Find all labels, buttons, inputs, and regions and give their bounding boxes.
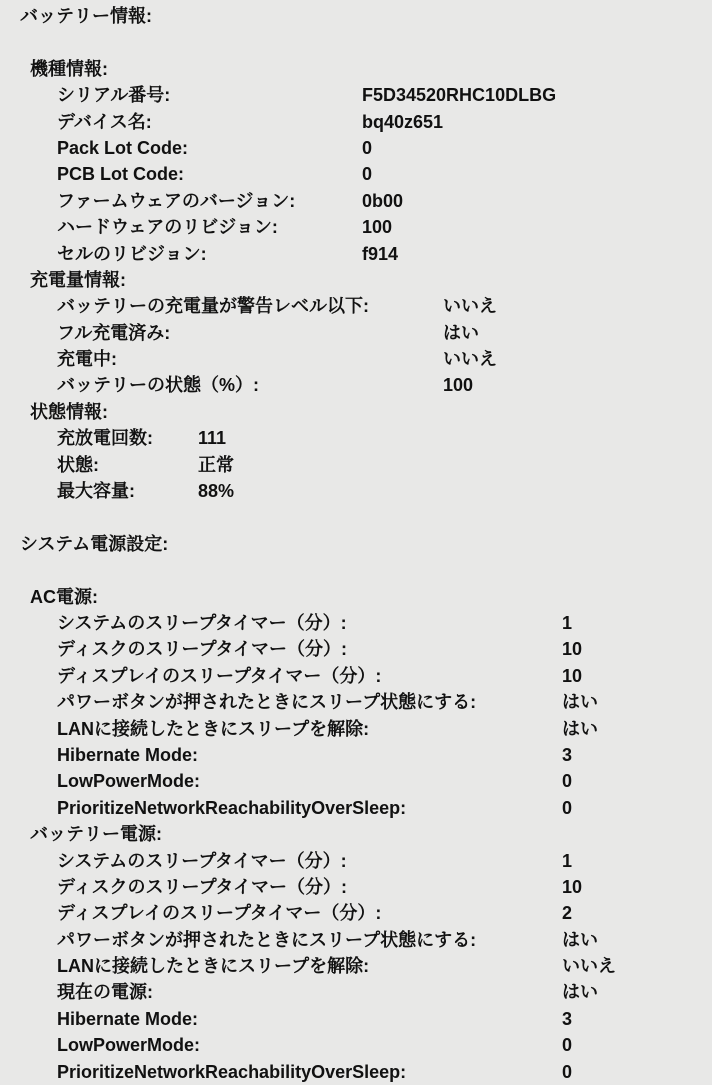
row-value: 88% <box>198 481 235 502</box>
row-label: LANに接続したときにスリープを解除: <box>57 718 370 739</box>
batt-system-sleep-timer-row <box>0 848 712 874</box>
row-value: 10 <box>562 665 583 686</box>
batt-hibernate-mode-row <box>0 1006 712 1032</box>
row-value: はい <box>562 982 598 1003</box>
row-value: 0 <box>562 1061 573 1082</box>
hardware-revision-row <box>0 214 712 240</box>
row-label: 充電中: <box>57 349 117 370</box>
fully-charged-row <box>0 320 712 346</box>
battery-info-title: バッテリー情報: <box>20 6 152 26</box>
state-of-charge-row <box>0 372 712 398</box>
firmware-version-row <box>0 188 712 214</box>
serial-number-row <box>0 82 712 108</box>
row-label: システムのスリープタイマー（分）: <box>57 850 347 871</box>
row-label: PrioritizeNetworkReachabilityOverSleep: <box>57 1061 407 1082</box>
charge-info-heading: 充電量情報: <box>30 269 126 290</box>
row-label: ディスクのスリープタイマー（分）: <box>57 639 348 660</box>
row-value: はい <box>562 692 598 713</box>
ac-disk-sleep-timer-row <box>0 636 712 662</box>
pcb-lot-code-row <box>0 161 712 187</box>
row-value: 1 <box>562 850 573 871</box>
condition-row <box>0 452 712 478</box>
row-value: F5D34520RHC10DLBG <box>362 85 557 106</box>
batt-disk-sleep-timer-row <box>0 874 712 900</box>
row-value: いいえ <box>562 956 616 977</box>
row-label: セルのリビジョン: <box>57 243 207 264</box>
row-value: 10 <box>562 876 583 897</box>
batt-wake-on-lan-row <box>0 953 712 979</box>
ac-prioritize-network-row <box>0 795 712 821</box>
row-label: ディスクのスリープタイマー（分）: <box>57 876 348 897</box>
row-value: 111 <box>198 428 227 449</box>
row-label: ディスプレイのスリープタイマー（分）: <box>57 665 382 686</box>
row-value: はい <box>562 929 598 950</box>
ac-system-sleep-timer-row <box>0 610 712 636</box>
ac-power-heading: AC電源: <box>30 586 98 607</box>
ac-hibernate-mode-row <box>0 742 712 768</box>
row-value: 100 <box>443 375 474 396</box>
model-info-heading: 機種情報: <box>30 58 108 79</box>
row-label: システムのスリープタイマー（分）: <box>57 612 347 633</box>
batt-prioritize-network-row <box>0 1059 712 1085</box>
row-label: LowPowerMode: <box>57 1035 200 1056</box>
blank-line <box>0 557 712 583</box>
ac-low-power-mode-row <box>0 768 712 794</box>
row-value: 100 <box>362 217 393 238</box>
row-label: Hibernate Mode: <box>57 1008 199 1029</box>
row-label: LANに接続したときにスリープを解除: <box>57 956 370 977</box>
ac-wake-on-lan-row <box>0 716 712 742</box>
row-value: 0 <box>362 137 373 158</box>
row-label: バッテリーの充電量が警告レベル以下: <box>57 296 369 317</box>
row-value: 0 <box>362 164 373 185</box>
row-label: 状態: <box>57 454 99 475</box>
charging-row <box>0 346 712 372</box>
row-value: 3 <box>562 1008 573 1029</box>
batt-current-power-source-row <box>0 979 712 1005</box>
row-label: Hibernate Mode: <box>57 744 199 765</box>
row-label: フル充電済み: <box>57 322 171 343</box>
system-power-title: システム電源設定: <box>20 533 169 554</box>
ac-display-sleep-timer-row <box>0 663 712 689</box>
row-value: 10 <box>562 639 583 660</box>
health-info-heading: 状態情報: <box>30 401 108 422</box>
batt-display-sleep-timer-row <box>0 900 712 926</box>
row-label: パワーボタンが押されたときにスリープ状態にする: <box>57 929 477 950</box>
row-label: ハードウェアのリビジョン: <box>57 217 278 238</box>
row-label: ファームウェアのバージョン: <box>57 190 296 211</box>
row-value: 2 <box>562 903 573 924</box>
row-value: 0 <box>562 1035 573 1056</box>
batt-sleep-on-power-button-row <box>0 927 712 953</box>
row-value: 0b00 <box>362 190 404 211</box>
row-label: 最大容量: <box>57 481 135 502</box>
max-capacity-row <box>0 478 712 504</box>
cycle-count-row <box>0 425 712 451</box>
row-value: いいえ <box>443 349 497 370</box>
low-charge-warning-row <box>0 293 712 319</box>
row-label: バッテリーの状態（%）: <box>57 375 259 396</box>
row-label: 充放電回数: <box>57 428 153 449</box>
row-value: bq40z651 <box>362 111 444 132</box>
row-value: はい <box>443 322 479 343</box>
cell-revision-row <box>0 241 712 267</box>
row-label: PCB Lot Code: <box>57 164 184 185</box>
batt-low-power-mode-row <box>0 1032 712 1058</box>
row-label: パワーボタンが押されたときにスリープ状態にする: <box>57 692 477 713</box>
row-label: PrioritizeNetworkReachabilityOverSleep: <box>57 797 407 818</box>
row-label: 現在の電源: <box>57 982 153 1003</box>
row-label: ディスプレイのスリープタイマー（分）: <box>57 903 382 924</box>
row-value: 3 <box>562 744 573 765</box>
blank-line <box>0 29 712 55</box>
row-value: 0 <box>562 771 573 792</box>
row-value: 正常 <box>198 454 234 475</box>
row-value: いいえ <box>443 296 497 317</box>
row-label: LowPowerMode: <box>57 771 200 792</box>
ac-sleep-on-power-button-row <box>0 689 712 715</box>
row-label: Pack Lot Code: <box>57 137 189 158</box>
row-value: はい <box>562 718 598 739</box>
row-value: 0 <box>562 797 573 818</box>
battery-power-heading: バッテリー電源: <box>30 824 162 845</box>
row-label: シリアル番号: <box>57 85 171 106</box>
pack-lot-code-row <box>0 135 712 161</box>
blank-line <box>0 504 712 530</box>
row-value: f914 <box>362 243 399 264</box>
row-value: 1 <box>562 612 573 633</box>
row-label: デバイス名: <box>57 111 152 132</box>
device-name-row <box>0 109 712 135</box>
